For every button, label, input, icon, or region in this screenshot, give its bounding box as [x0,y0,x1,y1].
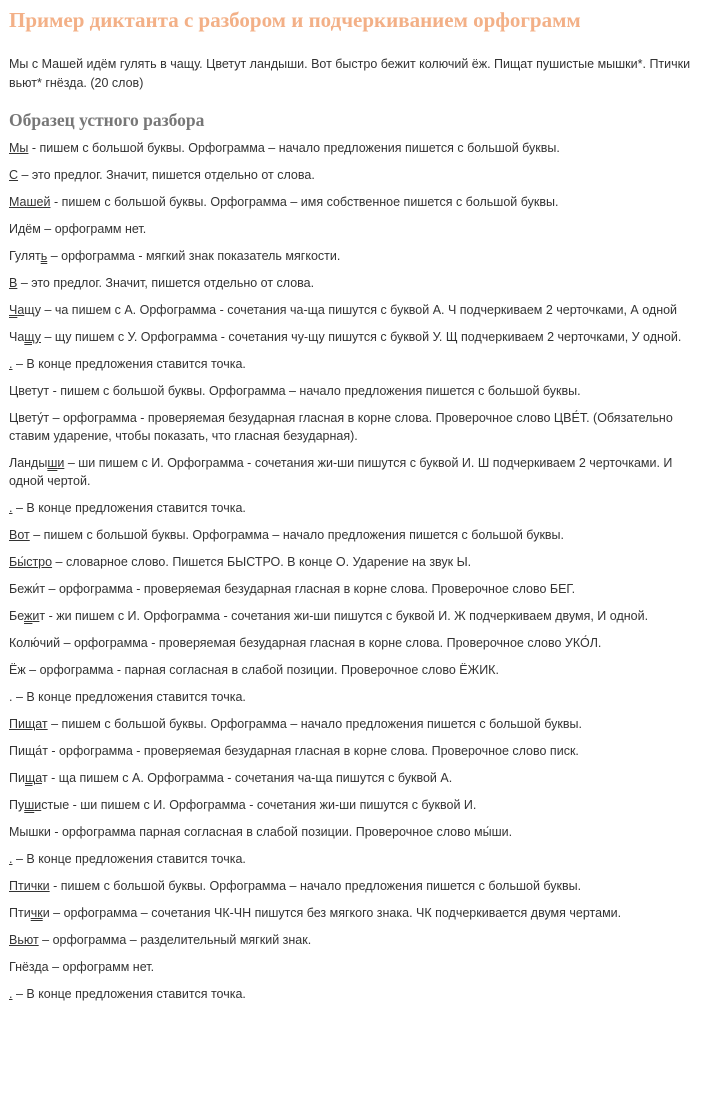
line-text: – это предлог. Значит, пишется отдельно от слова. [18,168,315,182]
analysis-line [9,166,702,184]
analysis-line [9,742,702,760]
line-text: Пи [9,771,25,785]
double-underlined-text: чк [30,906,43,920]
line-text: т - жи пишем с И. Орфограмма - сочетания жи-ши пишутся с буквой И. Ж подчеркиваем двумя, И одной. [39,609,649,623]
analysis-line [9,409,702,445]
line-text: Бе [9,609,25,623]
analysis-line [9,850,702,868]
underlined-text: и [32,609,40,623]
analysis-line [9,823,702,841]
underlined-text: и [34,798,42,812]
double-underlined-text: ь [40,249,48,263]
analysis-line [9,796,702,814]
line-text: – ши пишем с И. Орфограмма - сочетания жи-ши пишутся с буквой И. Ш подчеркиваем 2 черточками. И одной чертой. [9,456,673,488]
double-underlined-text: ш [47,456,58,470]
analysis-line [9,247,702,265]
analysis-line [9,715,702,733]
analysis-list [9,139,702,1003]
analysis-line [9,985,702,1003]
line-text: – орфограмма - мягкий знак показатель мягкости. [47,249,341,263]
underlined-text: Вьют [9,933,39,947]
line-text: т - ща пишем с А. Орфограмма - сочетания ча-ща пишутся с буквой А. [41,771,453,785]
underlined-text: Бы́стро [9,555,53,569]
line-text: Мышки - орфограмма парная согласная в слабой позиции. Проверочное слово мы́ши. [9,825,513,839]
underlined-text: у [34,330,41,344]
line-text: Гнёзда – орфограмм нет. [9,960,155,974]
analysis-line [9,661,702,679]
analysis-line [9,328,702,346]
analysis-line [9,688,702,706]
line-text: Колю́чий – орфограмма - проверяемая безударная гласная в корне слова. Проверочное слово УКО́Л. [9,636,602,650]
underlined-text: С [9,168,19,182]
line-text: – В конце предложения ставится точка. [12,501,246,515]
double-underlined-text: Ч [9,303,18,317]
line-text: щу – ча пишем с А. Орфограмма - сочетания ча-ща пишутся с буквой А. Ч подчеркиваем 2 черточками, А одной [24,303,678,317]
line-text: Пти [9,906,31,920]
line-text: Ланды [9,456,48,470]
underlined-text: Мы [9,141,29,155]
line-text: Идём – орфограмм нет. [9,222,147,236]
underlined-text: . [9,852,13,866]
analysis-line [9,526,702,544]
double-underlined-text: ш [24,798,35,812]
analysis-line [9,580,702,598]
underlined-text: . [9,987,13,1001]
line-text: - пишем с большой буквы. Орфограмма – начало предложения пишется с большой буквы. [49,879,582,893]
line-text: стые - ши пишем с И. Орфограмма - сочетания жи-ши пишутся с буквой И. [41,798,477,812]
analysis-line [9,958,702,976]
line-text: – пишем с большой буквы. Орфограмма – начало предложения пишется с большой буквы. [47,717,582,731]
analysis-line [9,454,702,490]
article-title: Пример диктанта с разбором и подчеркиванием орфограмм [9,8,581,32]
line-text: – щу пишем с У. Орфограмма - сочетания чу-щу пишутся с буквой У. Щ подчеркиваем 2 черточками, У одной. [40,330,682,344]
analysis-line [9,904,702,922]
underlined-text: . [9,357,13,371]
dictation-text: Мы с Машей идём гулять в чащу. Цветут ландыши. Вот быстро бежит колючий ёж. Пищат пушистые мышки*. Птички вьют* гнёзда. (20 слов) [9,57,691,90]
line-text: – орфограмма – разделительный мягкий знак. [38,933,312,947]
double-underlined-text: ж [24,609,33,623]
analysis-line [9,355,702,373]
analysis-line [9,301,702,319]
line-text: – В конце предложения ставится точка. [12,357,246,371]
line-text: – пишем с большой буквы. Орфограмма – начало предложения пишется с большой буквы. [29,528,565,542]
line-text: и – орфограмма – сочетания ЧК-ЧН пишутся без мягкого знака. ЧК подчеркивается двумя чертами. [42,906,622,920]
line-text: Ча [9,330,25,344]
line-text: Пища́т - орфограмма - проверяемая безударная гласная в корне слова. Проверочное слово писк. [9,744,579,758]
double-underlined-text: щ [24,330,35,344]
underlined-text: Машей [9,195,51,209]
analysis-line [9,499,702,517]
section-heading: Образец устного разбора [9,110,205,130]
line-text: Цветут - пишем с большой буквы. Орфограмма – начало предложения пишется с большой буквы. [9,384,581,398]
underlined-text: Птички [9,879,50,893]
line-text: - пишем с большой буквы. Орфограмма – имя собственное пишется с большой буквы. [50,195,559,209]
underlined-text: и [57,456,65,470]
line-text: – словарное слово. Пишется БЫСТРО. В конце О. Ударение на звук Ы. [52,555,472,569]
line-text: Бежи́т – орфограмма - проверяемая безударная гласная в корне слова. Проверочное слово БЕГ. [9,582,576,596]
line-text: – В конце предложения ставится точка. [12,852,246,866]
analysis-line [9,382,702,400]
line-text: – это предлог. Значит, пишется отдельно от слова. [17,276,315,290]
underlined-text: а [35,771,42,785]
analysis-line [9,193,702,211]
line-text: – В конце предложения ставится точка. [12,987,246,1001]
underlined-text: а [17,303,25,317]
line-text: Ёж – орфограмма - парная согласная в слабой позиции. Проверочное слово ЁЖИК. [9,663,499,677]
analysis-line [9,769,702,787]
analysis-line [9,634,702,652]
analysis-line [9,139,702,157]
line-text: Цвету́т – орфограмма - проверяемая безударная гласная в корне слова. Проверочное слово ЦВЕ́Т. (Обязательно ставим ударение, чтобы показать, что гласная безударная). [9,411,673,443]
line-text: Гулят [9,249,41,263]
underlined-text: В [9,276,18,290]
underlined-text: Пищат [9,717,48,731]
analysis-line [9,877,702,895]
double-underlined-text: щ [24,771,36,785]
line-text: . – В конце предложения ставится точка. [9,690,246,704]
analysis-line [9,553,702,571]
underlined-text: . [9,501,13,515]
analysis-line [9,274,702,292]
underlined-text: Вот [9,528,30,542]
line-text: - пишем с большой буквы. Орфограмма – начало предложения пишется с большой буквы. [28,141,560,155]
analysis-line [9,931,702,949]
analysis-line [9,607,702,625]
line-text: Пу [9,798,25,812]
analysis-line [9,220,702,238]
